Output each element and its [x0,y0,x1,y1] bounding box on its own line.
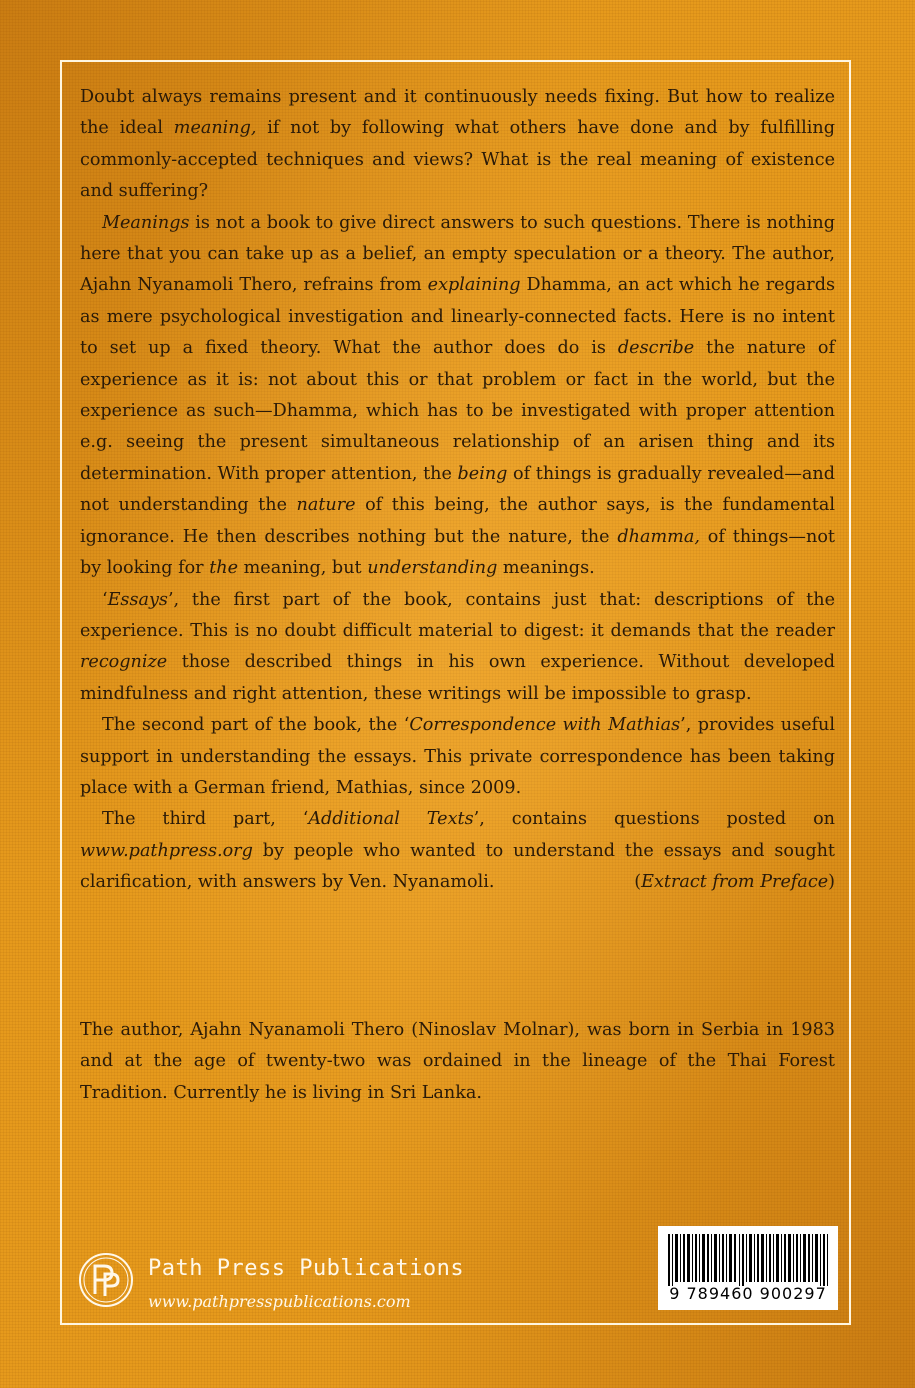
text-run: by people who wanted to understand the essays and sought clarification, with answers by Ven. Nyanamoli. [80,840,835,893]
text-run: those described things in his own experience. Without developed mindfulness and right attention, these writings will be impossible to grasp. [80,652,835,704]
barcode-icon [666,1234,830,1286]
text-run: The third part, ‘ [102,809,309,830]
pp-monogram-icon [78,1252,134,1308]
text-run: meaning, but [238,558,368,579]
extract-attribution [612,867,835,898]
text-run: ’, the first part of the book, contains just that: descriptions of the experience. This is no doubt difficult material to digest: it demands that the reader [80,589,835,641]
text-run-italic: dhamma, [617,526,700,547]
text-run-italic: describe [617,338,695,359]
paragraph-correspondence [80,710,835,804]
text-run: is not a book to give direct answers to such questions. There is nothing here that you can take up as a belief, an empty speculation or a theory. The author, Ajahn Nyanamoli Thero, refrains from [80,212,835,296]
text-run: of things—not by looking for [80,526,836,579]
text-run: The second part of the book, the ‘ [102,715,410,736]
paragraph-doubt [80,82,835,208]
author-bio: The author, Ajahn Nyanamoli Thero (Ninoslav Molnar), was born in Serbia in 1983 and at the age of twenty-two was ordained in the lineage of the Thai Forest Tradition. Currently he is living in Sri Lanka. [80,1020,835,1103]
text-run-italic: the [209,558,239,579]
barcode [658,1226,838,1310]
paragraph-essays [80,585,835,711]
text-run: if not by following what others have done and by fulfilling commonly-accepted techniques and views? What is the real meaning of existence and suffering? [80,118,835,202]
text-run: of things is gradually revealed—and not understanding the [80,463,835,516]
text-run-italic: understanding [367,558,498,579]
text-run-italic: Essays [107,589,168,610]
text-run: ( [634,872,642,893]
paragraph-meanings [80,208,835,585]
text-run: meanings. [497,558,595,579]
text-run: of this being, the author says, is the fundamental ignorance. He then describes nothing but the nature, the [80,495,835,547]
text-run-italic: meaning, [173,118,257,139]
text-run: ’, contains questions posted on [473,809,835,830]
text-run-italic: nature [296,495,356,516]
text-run: Dhamma, an act which he regards as mere psychological investigation and linearly-connected facts. Here is no intent to set up a fixed theory. What the author does do is [80,275,835,359]
publisher-block [78,1248,498,1320]
text-run: the nature of experience as it is: not about this or that problem or fact in the world, but the experience as such—Dhamma, which has to be investigated with proper attention e.g. seeing the present simultaneous relationship of an arisen thing and its determination. With proper attention, the [80,338,835,484]
text-run: ) [828,872,835,893]
paragraph-additional-texts [80,804,835,898]
publisher-name: Path Press Publications [148,1256,465,1281]
text-run: ’, provides useful support in understanding the essays. This private correspondence has been taking place with a German friend, Mathias, since 2009. [80,715,835,798]
publisher-url: www.pathpresspublications.com [148,1292,411,1311]
text-run-italic: Extract from Preface [641,872,829,893]
text-run-italic: explaining [427,275,521,296]
text-run-italic: Correspondence with Mathias [409,715,681,736]
text-run-italic: Meanings [102,212,190,233]
text-run-italic: being [457,463,508,484]
text-run-italic: recognize [80,652,168,673]
text-run: ‘ [102,589,108,610]
isbn-number: 9 789460 900297 [669,1284,827,1303]
text-run-italic: Additional Texts [308,809,474,830]
preface-extract [80,82,835,899]
text-run-italic: www.pathpress.org [80,840,253,861]
text-run: Doubt always remains present and it continuously needs fixing. But how to realize the ideal [80,87,835,139]
